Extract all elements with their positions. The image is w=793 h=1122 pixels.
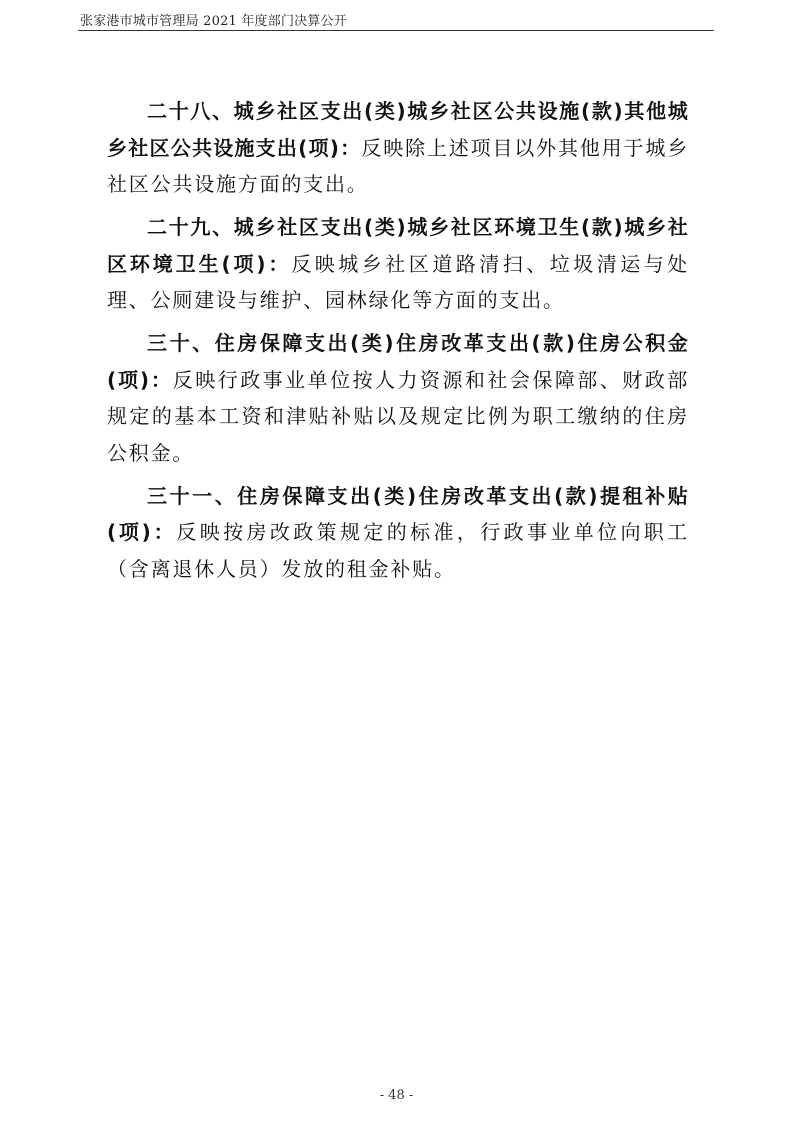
paragraph-heading: 三十一、住房保障支出(类)住房改革支出(款)提租补贴(项)： (107, 483, 689, 544)
header-divider (78, 30, 714, 31)
paragraph-text: 反映行政事业单位按人力资源和社会保障部、财政部规定的基本工资和津贴补贴以及规定比例为职工缴纳的住房公积金。 (107, 367, 689, 465)
paragraph-text: 反映除上述项目以外其他用于城乡社区公共设施方面的支出。 (107, 135, 689, 196)
paragraph-item-28 (107, 93, 689, 203)
paragraph-text: 反映城乡社区道路清扫、垃圾清运与处理、公厕建设与维护、园林绿化等方面的支出。 (107, 251, 689, 312)
paragraph-heading: 二十九、城乡社区支出(类)城乡社区环境卫生(款)城乡社区环境卫生(项)： (107, 215, 689, 276)
paragraph-item-30 (107, 325, 689, 471)
paragraph-text: 反映按房改政策规定的标准，行政事业单位向职工（含离退休人员）发放的租金补贴。 (107, 520, 689, 581)
paragraph-heading: 三十、住房保障支出(类)住房改革支出(款)住房公积金(项)： (107, 331, 689, 392)
paragraph-heading: 二十八、城乡社区支出(类)城乡社区公共设施(款)其他城乡社区公共设施支出(项)： (107, 99, 689, 160)
paragraph-item-29 (107, 209, 689, 319)
running-header: 张家港市城市管理局 2021 年度部门决算公开 (80, 14, 347, 29)
paragraph-item-31 (107, 478, 689, 588)
page-number: - 48 - (379, 1088, 414, 1103)
document-body (107, 93, 689, 594)
